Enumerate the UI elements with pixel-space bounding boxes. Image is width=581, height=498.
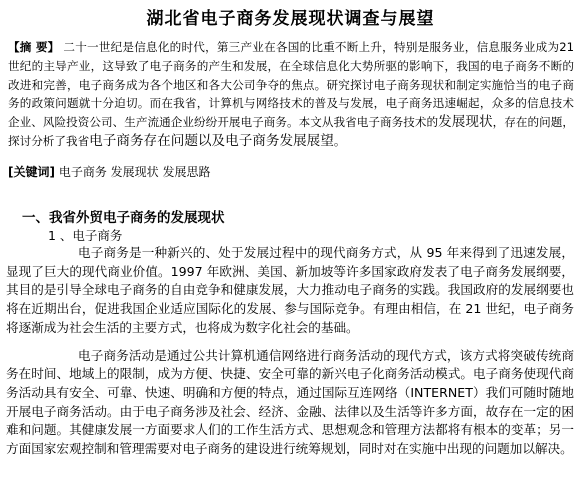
keywords-label: [关键词] [8, 165, 55, 179]
section-heading: 一、我省外贸电子商务的发展现状 [22, 210, 225, 226]
keywords-text: 电子商务 发展现状 发展思路 [58, 165, 211, 179]
abstract-label: 【摘 要】 [8, 40, 60, 54]
paragraph: 电子商务活动是通过公共计算机通信网络进行商务活动的现代方式，该方式将突破传统商务在时间、地域上的限制，成为方便、快捷、安全可靠的新兴电子化商务活动模式。电子商务使现代商务活动具有安全、可靠、快速、明确和方便的特点，通过国际互连网络（INTERNET）我们可随时随地开展电子商务活动。由于电子商务涉及社会、经济、金融、法律以及生活等许多方面，故存在一定的困难和问题。其健康发展一方面要求人们的工作生活方式、思想观念和管理方法都将有根本的变革；另一方面国家宏观控制和管理需要对电子商务的建设进行统筹规划，同时对在实施中出现的问题加以解决。 [6, 347, 574, 457]
paragraph: 电子商务是一种新兴的、处于发展过程中的现代商务方式，从 95 年来得到了迅速发展，显现了巨大的现代商业价值。1997 年欧洲、美国、新加坡等许多国家政府发表了电子商务发展纲要，其目的是引导全球电子商务的自由竞争和健康发展，大力推动电子商务的实践。我国政府的发展纲要也将在近期出台，促进我国企业适应国际化的发展、参与国际竞争。有理由相信，在 21 世纪，电子商务将逐渐成为社会生活的主要方式，也将成为数字化社会的基础。 [6, 245, 574, 335]
abstract-text-d: 电子商务存在问题以及电子商务发展展望 [89, 132, 334, 149]
abstract-text-e: 。 [333, 133, 346, 148]
abstract [8, 38, 574, 151]
subsection-heading: 1 、电子商务 [48, 228, 123, 243]
abstract-text-b: 发展现状 [438, 114, 493, 131]
document-title: 湖北省电子商务发展现状调查与展望 [146, 9, 435, 29]
keywords [8, 163, 574, 180]
body-text [6, 244, 574, 468]
abstract-text-c: ，存在的问题，探讨分析了我省 [8, 115, 574, 148]
abstract-text-a: 二十一世纪是信息化的时代，第三产业在各国的比重不断上升，特别是服务业，信息服务业成为21世纪的主导产业，这导致了电子商务的产生和发展，在全球信息化大势所驱的影响下，我国的电子商务不断的改进和完善，电子商务成为各个地区和各大公司争夺的焦点。研究探讨电子商务现状和制定实施恰当的电子商务的政策问题就十分迫切。而在我省，计算机与网络技术的普及与发展，电子商务迅速崛起，众多的信息技术企业、风险投资公司、生产流通企业纷纷开展电子商务。本文从我省电子商务技术的 [8, 40, 574, 130]
